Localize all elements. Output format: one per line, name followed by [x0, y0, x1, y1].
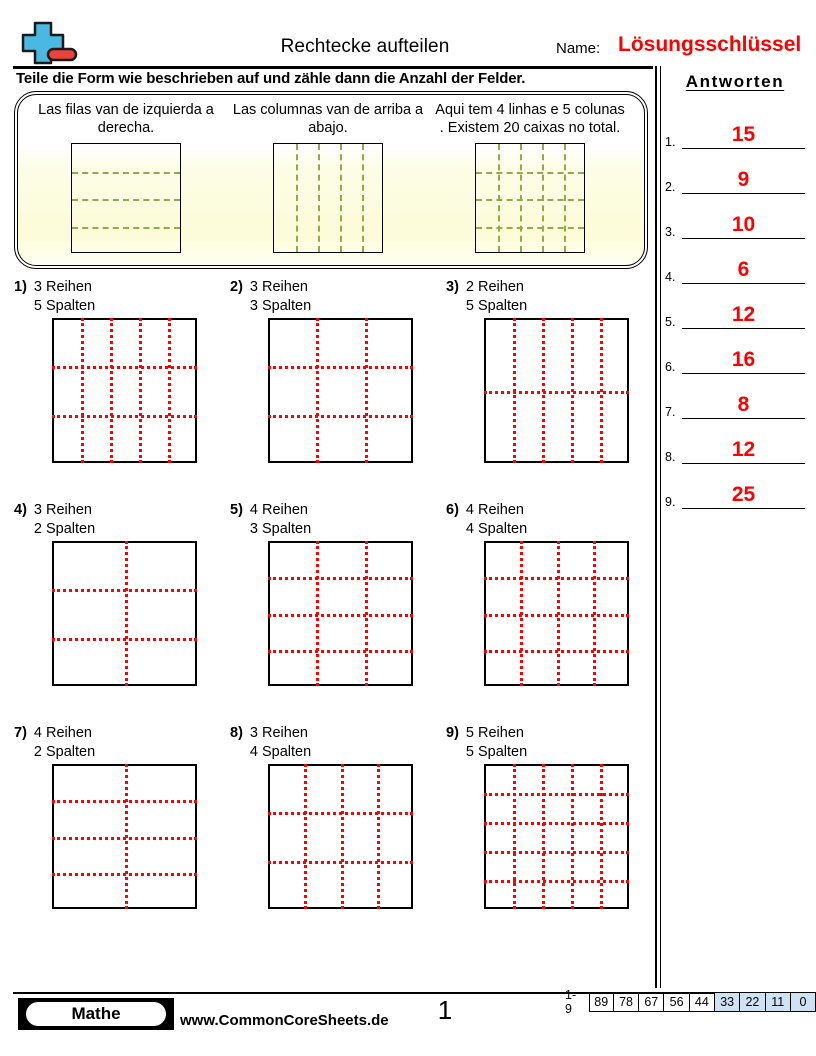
panel-divider-outer [655, 66, 657, 988]
grid-row-line [52, 366, 197, 369]
problem-item [14, 724, 224, 909]
problem-description [250, 501, 311, 539]
problem-header [14, 278, 224, 316]
problem-rectangle[interactable] [484, 318, 629, 463]
answer-index: 3. [665, 225, 676, 239]
problem-header [446, 278, 656, 316]
answer-value: 12 [731, 303, 756, 326]
grid-col-line [513, 764, 516, 909]
grid-col-line [513, 318, 516, 463]
problem-number: 9) [446, 725, 459, 741]
problem-number: 7) [14, 725, 27, 741]
example-row-line [72, 227, 180, 229]
problem-number: 6) [446, 502, 459, 518]
problem-number: 8) [230, 725, 243, 741]
score-scale-cell: 22 [740, 992, 765, 1012]
answer-row [665, 374, 805, 419]
grid-col-line [593, 541, 596, 686]
answer-row [665, 419, 805, 464]
example-col-line [520, 144, 522, 252]
subject-badge-label: Mathe [26, 1002, 166, 1026]
plus-minus-logo-icon [17, 20, 85, 66]
panel-divider-inner [660, 66, 661, 988]
answer-row [665, 149, 805, 194]
problem-rectangle[interactable] [268, 764, 413, 909]
problem-item [14, 278, 224, 463]
answers-panel [665, 66, 805, 509]
problem-cols-label: 4 Spalten [465, 521, 528, 537]
problem-cols-label: 2 Spalten [33, 744, 96, 760]
score-scale [565, 988, 816, 1016]
problem-header [230, 501, 440, 539]
problem-item [446, 724, 656, 909]
answer-value: 15 [731, 123, 756, 146]
grid-col-line [316, 318, 319, 463]
example-rectangle [273, 143, 383, 253]
example-rectangle [71, 143, 181, 253]
score-scale-cell: 44 [690, 992, 715, 1012]
problem-cols-label: 5 Spalten [465, 744, 528, 760]
problem-header [14, 501, 224, 539]
problem-row [14, 501, 654, 724]
problem-rectangle[interactable] [52, 318, 197, 463]
problem-rows-label: 5 Reihen [465, 725, 524, 741]
grid-col-line [600, 764, 603, 909]
problem-grid [14, 278, 654, 947]
example-box [14, 91, 648, 269]
grid-row-line [268, 415, 413, 418]
problem-row [14, 724, 654, 947]
answer-key-badge: Lösungsschlüssel [618, 33, 802, 56]
problem-rows-label: 3 Reihen [33, 279, 92, 295]
grid-row-line [484, 793, 629, 796]
answer-row [665, 239, 805, 284]
problem-rows-label: 3 Reihen [249, 725, 308, 741]
answer-value: 9 [737, 168, 750, 191]
score-scale-cell: 56 [664, 992, 689, 1012]
problem-header [230, 278, 440, 316]
problem-cols-label: 3 Spalten [249, 521, 312, 537]
example-box-inner [17, 94, 645, 266]
problem-description [466, 278, 527, 316]
answer-row [665, 464, 805, 509]
answer-index: 2. [665, 180, 676, 194]
problem-number: 2) [230, 279, 243, 295]
grid-col-line [168, 318, 171, 463]
score-scale-cell: 0 [791, 992, 816, 1012]
problem-rectangle[interactable] [268, 541, 413, 686]
problem-rows-label: 4 Reihen [249, 502, 308, 518]
grid-col-line [365, 318, 368, 463]
grid-row-line [484, 851, 629, 854]
score-scale-range: 1-9 [565, 988, 577, 1016]
example-col-line [296, 144, 298, 252]
problem-header [446, 501, 656, 539]
grid-row-line [268, 614, 413, 617]
problem-rows-label: 2 Reihen [465, 279, 524, 295]
problem-number: 3) [446, 279, 459, 295]
problem-rows-label: 4 Reihen [33, 725, 92, 741]
problem-description [466, 501, 527, 539]
score-scale-cell: 89 [589, 992, 614, 1012]
example-row-line [476, 199, 584, 201]
problem-description [34, 724, 95, 762]
problem-item [230, 724, 440, 909]
answer-value: 16 [731, 348, 756, 371]
example-cell [430, 101, 630, 253]
answer-row [665, 329, 805, 374]
grid-col-line [125, 764, 128, 909]
example-col-line [340, 144, 342, 252]
problem-description [466, 724, 527, 762]
answer-value: 25 [731, 483, 756, 506]
answers-list [665, 104, 805, 509]
grid-col-line [125, 541, 128, 686]
score-scale-cell: 67 [639, 992, 664, 1012]
grid-col-line [542, 318, 545, 463]
problem-item [230, 278, 440, 463]
problem-header [14, 724, 224, 762]
problem-rectangle[interactable] [268, 318, 413, 463]
site-url: www.CommonCoreSheets.de [180, 1012, 389, 1029]
problem-rows-label: 3 Reihen [249, 279, 308, 295]
example-caption: Las filas van de izquierda a derecha. [38, 102, 214, 136]
problem-rectangle[interactable] [52, 764, 197, 909]
answer-index: 1. [665, 135, 676, 149]
grid-col-line [110, 318, 113, 463]
problem-item [446, 278, 656, 463]
page-header [0, 0, 816, 68]
score-scale-cell: 11 [766, 992, 791, 1012]
problem-row [14, 278, 654, 501]
score-scale-cell: 78 [614, 992, 639, 1012]
grid-col-line [600, 318, 603, 463]
grid-col-line [377, 764, 380, 909]
grid-col-line [316, 541, 319, 686]
example-row-line [72, 172, 180, 174]
grid-row-line [268, 650, 413, 653]
problem-item [230, 501, 440, 686]
example-col-line [564, 144, 566, 252]
subject-badge [18, 998, 174, 1030]
problem-cols-label: 2 Spalten [33, 521, 96, 537]
answer-row [665, 194, 805, 239]
header-divider [13, 66, 653, 69]
instruction-text: Teile die Form wie beschrieben auf und zähle dann die Anzahl der Felder. [16, 70, 526, 87]
problem-description [34, 501, 95, 539]
problem-rows-label: 4 Reihen [465, 502, 524, 518]
problem-number: 1) [14, 279, 27, 295]
example-col-line [318, 144, 320, 252]
answer-index: 9. [665, 495, 676, 509]
answer-row [665, 284, 805, 329]
grid-row-line [484, 880, 629, 883]
problem-header [230, 724, 440, 762]
answer-row [665, 104, 805, 149]
grid-row-line [484, 391, 629, 394]
example-cell [26, 101, 226, 253]
grid-col-line [81, 318, 84, 463]
grid-row-line [268, 577, 413, 580]
example-caption: Las columnas van de arriba a abajo. [232, 102, 424, 136]
page-title: Rechtecke aufteilen [280, 36, 450, 57]
problem-description [250, 724, 311, 762]
answer-value: 8 [737, 393, 750, 416]
answer-value: 10 [731, 213, 756, 236]
example-row-line [476, 172, 584, 174]
grid-col-line [542, 764, 545, 909]
example-caption: Aqui tem 4 linhas e 5 colunas . Existem 20 caixas no total. [435, 102, 625, 136]
problem-number: 5) [230, 502, 243, 518]
example-col-line [362, 144, 364, 252]
problem-rectangle[interactable] [52, 541, 197, 686]
answers-title: Antworten [685, 72, 785, 91]
problem-item [446, 501, 656, 686]
grid-col-line [571, 318, 574, 463]
grid-col-line [557, 541, 560, 686]
problem-description [34, 278, 95, 316]
answer-index: 8. [665, 450, 676, 464]
example-row-line [476, 227, 584, 229]
problem-cols-label: 5 Spalten [465, 298, 528, 314]
problem-cols-label: 5 Spalten [33, 298, 96, 314]
grid-row-line [52, 415, 197, 418]
example-cell [228, 101, 428, 253]
page-number: 1 [437, 995, 453, 1025]
grid-row-line [268, 366, 413, 369]
problem-rectangle[interactable] [484, 541, 629, 686]
grid-col-line [520, 541, 523, 686]
problem-rectangle[interactable] [484, 764, 629, 909]
problem-header [446, 724, 656, 762]
example-col-line [542, 144, 544, 252]
answer-value: 12 [731, 438, 756, 461]
example-rectangle [475, 143, 585, 253]
grid-col-line [365, 541, 368, 686]
grid-col-line [571, 764, 574, 909]
answer-index: 5. [665, 315, 676, 329]
name-label: Name: [556, 40, 601, 57]
problem-rows-label: 3 Reihen [33, 502, 92, 518]
problem-cols-label: 4 Spalten [249, 744, 312, 760]
score-scale-cell: 33 [715, 992, 740, 1012]
problem-description [250, 278, 311, 316]
answer-index: 4. [665, 270, 676, 284]
problem-item [14, 501, 224, 686]
example-col-line [498, 144, 500, 252]
grid-col-line [304, 764, 307, 909]
answer-value: 6 [737, 258, 750, 281]
grid-col-line [139, 318, 142, 463]
problem-number: 4) [14, 502, 27, 518]
grid-row-line [484, 822, 629, 825]
answer-index: 7. [665, 405, 676, 419]
grid-col-line [341, 764, 344, 909]
answer-index: 6. [665, 360, 676, 374]
example-row-line [72, 199, 180, 201]
problem-cols-label: 3 Spalten [249, 298, 312, 314]
